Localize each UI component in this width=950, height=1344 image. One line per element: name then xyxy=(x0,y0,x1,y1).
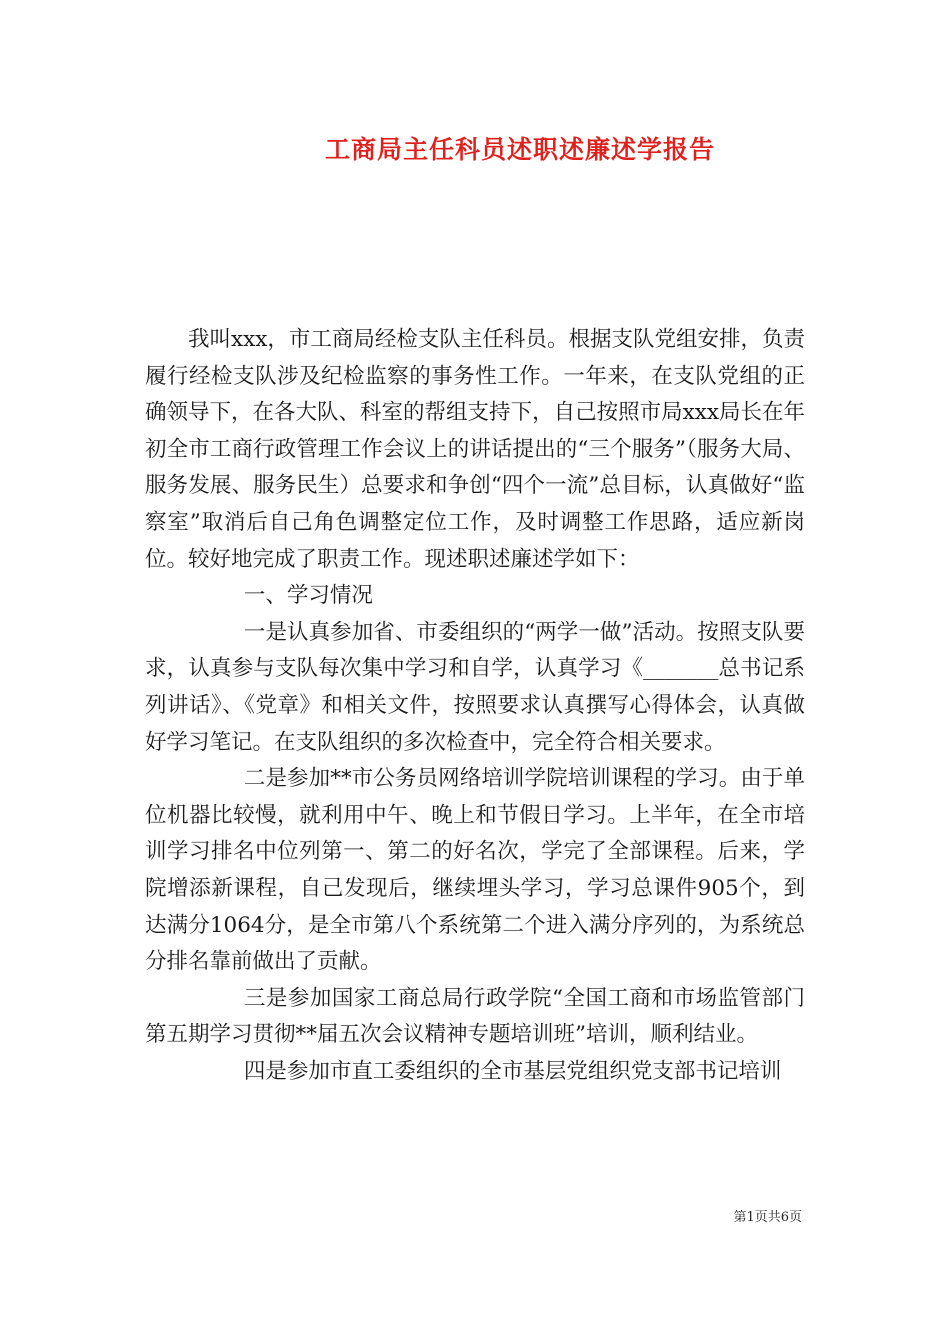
paragraph-item-1: 一是认真参加省、市委组织的“两学一做”活动。按照支队要求，认真参与支队每次集中学习和自学，认真学习《_______总书记系列讲话》、《党章》和相关文件，按照要求认真撰写心得体会，认真做好学习笔记。在支队组织的多次检查中，完全符合相关要求。 xyxy=(145,619,805,755)
paragraph-item-4: 四是参加市直工委组织的全市基层党组织党支部书记培训 xyxy=(243,1058,782,1084)
section-heading-study: 一、学习情况 xyxy=(243,583,373,609)
paragraph-item-2: 二是参加**市公务员网络培训学院培训课程的学习。由于单位机器比较慢，就利用中午、晚上和节假日学习。上半年，在全市培训学习排名中位列第一、第二的好名次，学完了全部课程。后来，学院增添新课程，自己发现后，继续埋头学习，学习总课件905个，到达满分1064分，是全市第八个系统第二个进入满分序列的，为系统总分排名靠前做出了贡献。 xyxy=(145,766,805,975)
page-number-footer: 第1页共6页 xyxy=(733,1210,802,1225)
paragraph-item-3: 三是参加国家工商总局行政学院“全国工商和市场监管部门第五期学习贯彻**届五次会议精神专题培训班”培训，顺利结业。 xyxy=(145,985,805,1048)
paragraph-intro: 我叫xxx，市工商局经检支队主任科员。根据支队党组安排，负责履行经检支队涉及纪检监察的事务性工作。一年来，在支队党组的正确领导下，在各大队、科室的帮组支持下，自己按照市局xxx局长在年初全市工商行政管理工作会议上的讲话提出的“三个服务”（服务大局、服务发展、服务民生）总要求和争创“四个一流”总目标，认真做好“监察室”取消后自己角色调整定位工作，及时调整工作思路，适应新岗位。较好地完成了职责工作。现述职述廉述学如下： xyxy=(145,327,805,572)
document-title: 工商局主任科员述职述廉述学报告 xyxy=(324,135,715,164)
document-body xyxy=(145,322,805,1090)
